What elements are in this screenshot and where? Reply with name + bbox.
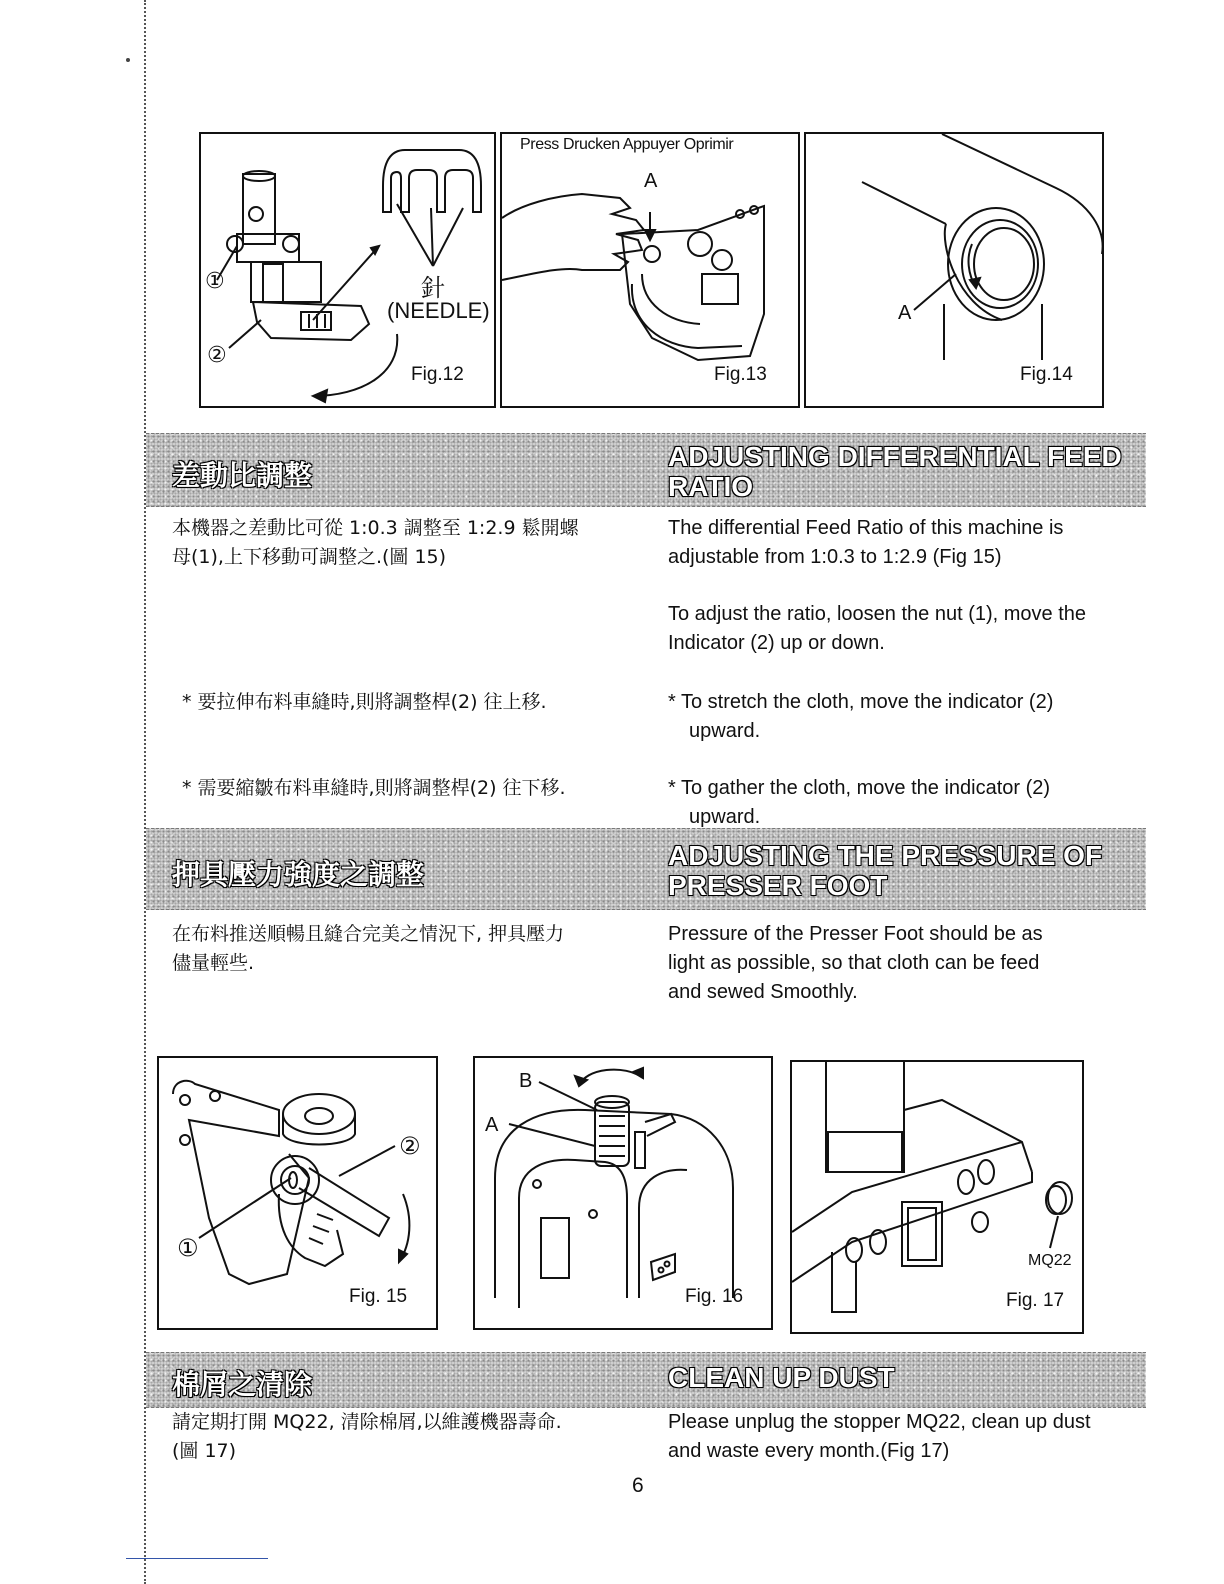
- binding-dotted-line: [144, 0, 146, 1584]
- bullet-gather-zh: * 需要縮皺布料車縫時,則將調整桿(2) 往下移.: [182, 777, 566, 799]
- zh-line: 請定期打開 MQ22, 清除棉屑,以維護機器壽命.: [172, 1411, 562, 1433]
- heading-zh: 棉屑之清除: [172, 1368, 313, 1401]
- fig12-caption: Fig.12: [411, 364, 464, 385]
- marker-1: ①: [205, 268, 225, 293]
- bullet-stretch-zh: * 要拉伸布料車縫時,則將調整桿(2) 往上移.: [182, 691, 547, 713]
- section-band-dust: [146, 1352, 1146, 1408]
- heading-en-line2: RATIO: [668, 471, 754, 502]
- zh-line: 本機器之差動比可從 1:0.3 調整至 1:2.9 鬆開螺: [172, 517, 579, 539]
- en-line: The differential Feed Ratio of this machine is: [668, 517, 1064, 539]
- heading-en-line2: PRESSER FOOT: [668, 870, 888, 901]
- needle-label-zh: 針: [421, 274, 445, 302]
- heading-en: [668, 841, 1102, 901]
- section-band-differential: [146, 433, 1146, 507]
- label-b: B: [519, 1070, 533, 1092]
- dust-en-paragraph: [668, 1408, 1091, 1466]
- heading-en: [668, 442, 1122, 502]
- differential-zh-paragraph: [172, 514, 579, 572]
- fig17-caption: Fig. 17: [1006, 1290, 1065, 1311]
- zh-line: (圖 17): [172, 1440, 237, 1462]
- zh-line: 母(1),上下移動可調整之.(圖 15): [172, 546, 447, 568]
- differential-en-adjust: [668, 600, 1086, 658]
- en-line: and sewed Smoothly.: [668, 981, 858, 1003]
- en-line: Pressure of the Presser Foot should be as: [668, 923, 1043, 945]
- en-line: adjustable from 1:0.3 to 1:2.9 (Fig 15): [668, 546, 1002, 568]
- fig13-caption: Fig.13: [714, 364, 767, 385]
- label-a: A: [644, 170, 658, 192]
- marker-1: ①: [177, 1235, 199, 1262]
- en-line: To adjust the ratio, loosen the nut (1), move the: [668, 603, 1087, 625]
- section-band-pressure: [146, 828, 1146, 910]
- margin-dot: [126, 58, 130, 62]
- page-number: 6: [632, 1474, 644, 1497]
- heading-en-line1: ADJUSTING DIFFERENTIAL FEED: [668, 441, 1122, 472]
- figure-15: [157, 1056, 438, 1330]
- footer-rule: [126, 1558, 268, 1559]
- pressure-en-paragraph: [668, 920, 1043, 1007]
- differential-en-paragraph: [668, 514, 1063, 572]
- marker-2: ②: [207, 342, 227, 367]
- marker-2: ②: [399, 1133, 421, 1160]
- en-line: Please unplug the stopper MQ22, clean up dust: [668, 1411, 1091, 1433]
- zh-line: 儘量輕些.: [172, 952, 255, 974]
- figure-14: [804, 132, 1104, 408]
- figure-13: [500, 132, 800, 408]
- dust-zh-paragraph: [172, 1408, 562, 1466]
- fig15-caption: Fig. 15: [349, 1286, 408, 1307]
- bullet-stretch-en: [668, 688, 1053, 746]
- heading-en: CLEAN UP DUST: [668, 1362, 895, 1393]
- en-line: * To gather the cloth, move the indicator (2): [668, 777, 1051, 799]
- figure-17: [790, 1060, 1084, 1334]
- zh-line: 在布料推送順暢且縫合完美之情況下, 押具壓力: [172, 923, 565, 945]
- fig16-caption: Fig. 16: [685, 1286, 744, 1307]
- mq22-label: MQ22: [1028, 1252, 1072, 1269]
- bullet-gather-en: [668, 774, 1050, 832]
- en-line: Indicator (2) up or down.: [668, 632, 885, 654]
- pressure-zh-paragraph: [172, 920, 564, 978]
- fig14-caption: Fig.14: [1020, 364, 1073, 385]
- en-line: light as possible, so that cloth can be feed: [668, 952, 1040, 974]
- heading-en-line1: ADJUSTING THE PRESSURE OF: [668, 840, 1103, 871]
- en-line: upward.: [689, 720, 761, 742]
- heading-zh: 差動比調整: [172, 459, 313, 492]
- en-line: * To stretch the cloth, move the indicator (2): [668, 691, 1054, 713]
- figure-12: [199, 132, 496, 408]
- en-line: and waste every month.(Fig 17): [668, 1440, 950, 1462]
- label-a: A: [485, 1114, 499, 1136]
- press-multilingual-text: Press Drucken Appuyer Oprimir: [520, 136, 734, 153]
- heading-zh: 押具壓力強度之調整: [172, 858, 425, 891]
- label-a: A: [898, 302, 912, 324]
- figure-16: [473, 1056, 773, 1330]
- needle-label-en: (NEEDLE): [387, 298, 490, 323]
- en-line: upward.: [689, 806, 761, 828]
